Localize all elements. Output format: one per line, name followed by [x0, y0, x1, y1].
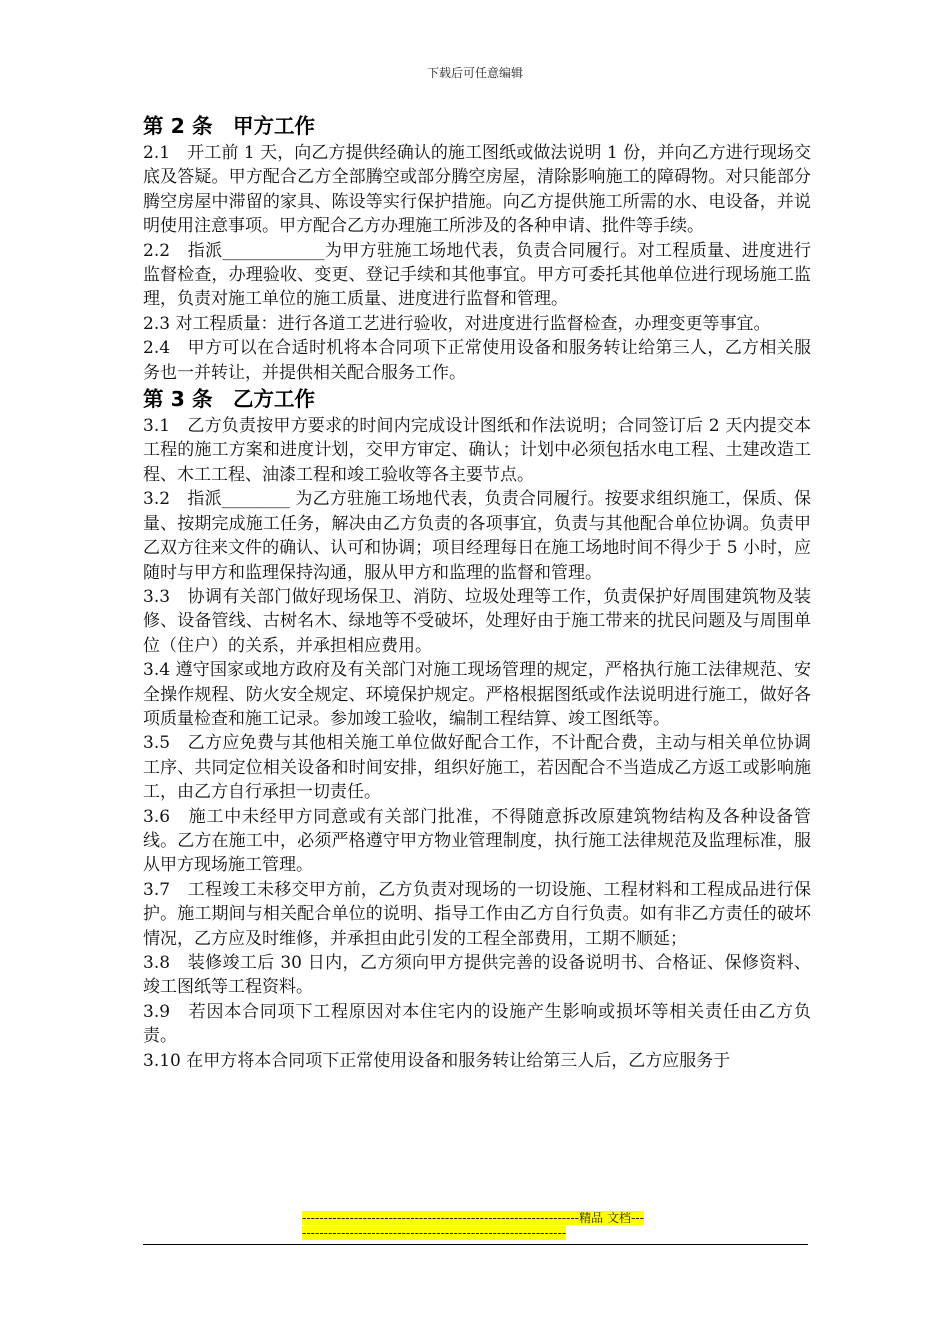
- article-3-heading: 第 3 条 乙方工作: [143, 387, 316, 412]
- clause-3-5: 3.5 乙方应免费与其他相关施工单位做好配合工作，不计配合费，主动与相关单位协调工序、共同定位相关设备和时间安排，组织好施工，若因配合不当造成乙方返工或影响施工，由乙方自行承担一切责任。: [143, 733, 811, 803]
- clause-3-2: 3.2 指派________ 为乙方驻施工场地代表，负责合同履行。按要求组织施工，保质、保量、按期完成施工任务，解决由乙方负责的各项事宜，负责与其他配合单位协调。负责甲乙双方往来文件的确认、认可和协调；项目经理每日在施工场地时间不得少于 5 小时，应随时与甲方和监理保持沟通，服从甲方和监理的监督和管理。: [143, 489, 811, 583]
- clause-3-3: 3.3 协调有关部门做好现场保卫、消防、垃圾处理等工作，负责保护好周围建筑物及装修、设备管线、古树名木、绿地等不受破坏，处理好由于施工带来的扰民问题及与周围单位（住户）的关系，并承担相应费用。: [143, 586, 811, 656]
- footer-watermark-text: ----------------------------------------------------------------精品 文档----------------------------------------------------------------: [302, 1211, 644, 1240]
- clause-2-4: 2.4 甲方可以在合适时机将本合同项下正常使用设备和服务转让给第三人，乙方相关服务也一并转让，并提供相关配合服务工作。: [143, 338, 811, 383]
- document-body: [143, 112, 811, 1073]
- header-note: 下载后可任意编辑: [426, 66, 523, 80]
- clause-3-6: 3.6 施工中未经甲方同意或有关部门批准，不得随意拆改原建筑物结构及各种设备管线。乙方在施工中，必须严格遵守甲方物业管理制度，执行施工法律规范及监理标准，服从甲方现场施工管理。: [143, 806, 811, 876]
- footer-watermark: [302, 1211, 647, 1241]
- clause-3-10: 3.10 在甲方将本合同项下正常使用设备和服务转让给第三人后，乙方应服务于: [143, 1050, 731, 1071]
- clause-3-8: 3.8 装修竣工后 30 日内，乙方须向甲方提供完善的设备说明书、合格证、保修资料、竣工图纸等工程资料。: [143, 953, 811, 998]
- clause-2-3: 2.3 对工程质量：进行各道工艺进行验收，对进度进行监督检查，办理变更等事宜。: [143, 313, 771, 334]
- clause-2-1: 2.1 开工前 1 天，向乙方提供经确认的施工图纸或做法说明 1 份，并向乙方进行现场交底及答疑。甲方配合乙方全部腾空或部分腾空房屋，清除影响施工的障碍物。对只能部分腾空房屋中滞留的家具、陈设等实行保护措施。向乙方提供施工所需的水、电设备，并说明使用注意事项。甲方配合乙方办理施工所涉及的各种申请、批件等手续。: [143, 143, 811, 237]
- clause-3-7: 3.7 工程竣工未移交甲方前，乙方负责对现场的一切设施、工程材料和工程成品进行保护。施工期间与相关配合单位的说明、指导工作由乙方自行负责。如有非乙方责任的破坏情况，乙方应及时维修，并承担由此引发的工程全部费用，工期不顺延；: [143, 879, 811, 949]
- clause-3-1: 3.1 乙方负责按甲方要求的时间内完成设计图纸和作法说明；合同签订后 2 天内提交本工程的施工方案和进度计划，交甲方审定、确认；计划中必须包括水电工程、土建改造工程、木工工程、油漆工程和竣工验收等各主要节点。: [143, 416, 811, 485]
- clause-2-2: 2.2 指派____________为甲方驻施工场地代表，负责合同履行。对工程质量、进度进行监督检查，办理验收、变更、登记手续和其他事宜。甲方可委托其他单位进行现场施工监理，负责对施工单位的施工质量、进度进行监督和管理。: [143, 240, 811, 310]
- footer-divider: [143, 1244, 808, 1245]
- article-2-heading: 第 2 条 甲方工作: [143, 114, 316, 138]
- clause-3-9: 3.9 若因本合同项下工程原因对本住宅内的设施产生影响或损坏等相关责任由乙方负责。: [143, 1001, 811, 1047]
- clause-3-4: 3.4 遵守国家或地方政府及有关部门对施工现场管理的规定，严格执行施工法律规范、安全操作规程、防火安全规定、环境保护规定。严格根据图纸或作法说明进行施工，做好各项质量检查和施工记录。参加竣工验收，编制工程结算、竣工图纸等。: [143, 660, 811, 729]
